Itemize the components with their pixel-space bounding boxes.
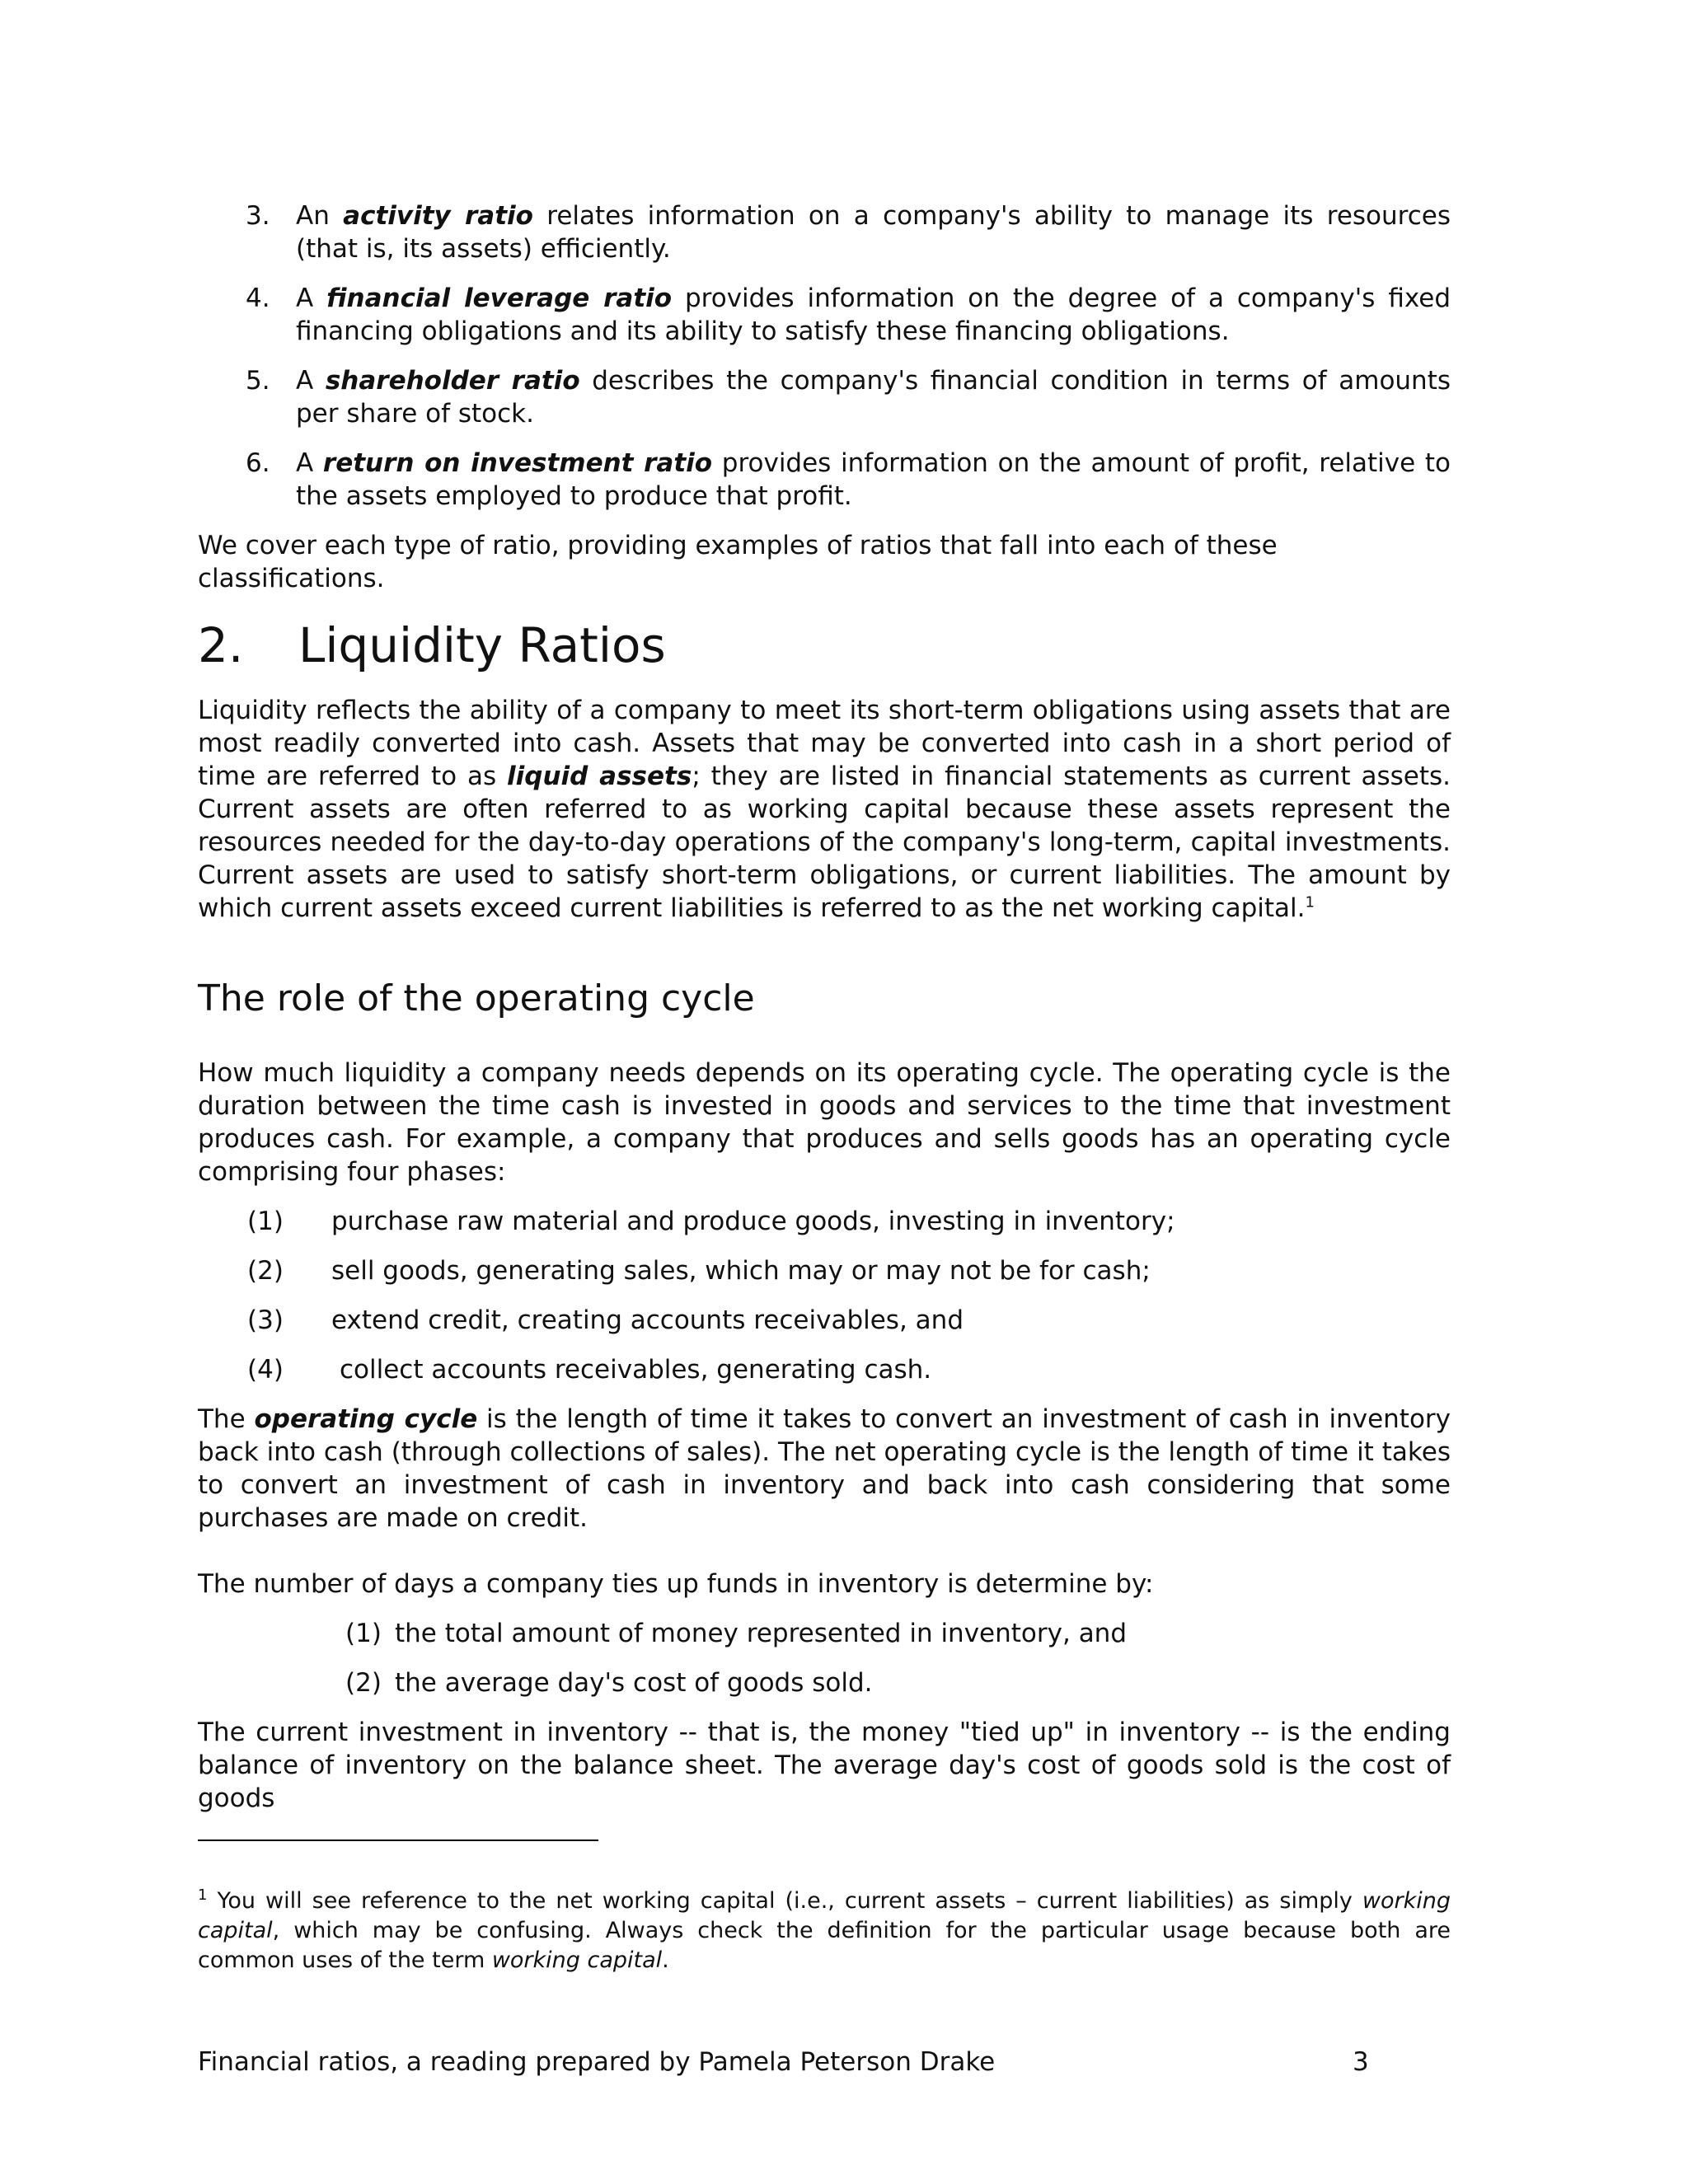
phase-number: (2) bbox=[247, 1256, 284, 1286]
footnote-text: , which may be confusing. Always check the definition for the particular usage because both are common uses of the term bbox=[198, 1918, 1451, 1973]
phase-item: extend credit, creating accounts receivables, and bbox=[331, 1305, 964, 1335]
term-return-on-investment-ratio: return on investment ratio bbox=[322, 448, 713, 478]
list-number: 4. bbox=[246, 284, 270, 313]
term-financial-leverage-ratio: financial leverage ratio bbox=[326, 284, 673, 313]
phase-item: sell goods, generating sales, which may or may not be for cash; bbox=[331, 1256, 1151, 1286]
days-item: the average day's cost of goods sold. bbox=[395, 1668, 873, 1698]
list-text: An bbox=[296, 201, 344, 231]
section-title: Liquidity Ratios bbox=[298, 617, 666, 673]
days-number: (1) bbox=[345, 1619, 382, 1648]
footnote-text: . bbox=[662, 1947, 669, 1973]
footnote-number: 1 bbox=[198, 1886, 208, 1904]
page-footer-text: Financial ratios, a reading prepared by Pamela Peterson Drake bbox=[198, 2047, 996, 2077]
footnote-ref: 1 bbox=[1305, 893, 1315, 912]
term-shareholder-ratio: shareholder ratio bbox=[325, 366, 580, 396]
term-activity-ratio: activity ratio bbox=[343, 201, 533, 231]
list-text: A bbox=[296, 448, 323, 478]
list-number: 3. bbox=[246, 201, 270, 231]
paragraph-text: The bbox=[198, 1404, 255, 1434]
list-text: provides information on the amount of profit, relative to the assets employed to produce that profit. bbox=[296, 448, 1451, 511]
list-text: relates information on a company's ability to manage its resources (that is, its assets) efficiently. bbox=[296, 201, 1451, 264]
footnote-divider bbox=[198, 1840, 598, 1841]
list-item bbox=[296, 199, 1451, 265]
section-heading bbox=[198, 616, 666, 674]
list-number: 6. bbox=[246, 448, 270, 478]
paragraph-cover: We cover each type of ratio, providing examples of ratios that fall into each of these classifications. bbox=[198, 531, 1278, 593]
phase-number: (1) bbox=[247, 1207, 284, 1236]
term-operating-cycle: operating cycle bbox=[254, 1404, 478, 1434]
section-number: 2. bbox=[198, 617, 244, 673]
paragraph-liquidity bbox=[198, 694, 1451, 925]
list-item bbox=[296, 282, 1451, 348]
subheading: The role of the operating cycle bbox=[198, 977, 755, 1019]
days-item: the total amount of money represented in inventory, and bbox=[395, 1619, 1128, 1648]
footnote-italic: working capital bbox=[198, 1888, 1451, 1943]
paragraph-investment: The current investment in inventory -- that is, the money "tied up" in inventory -- is the ending balance of inventory on the balance sheet. The average day's cost of goods sold is the cost of goods bbox=[198, 1718, 1451, 1813]
list-item bbox=[296, 447, 1451, 513]
list-text: A bbox=[296, 284, 327, 313]
list-number: 5. bbox=[246, 366, 270, 396]
list-text: provides information on the degree of a company's fixed financing obligations and its ability to satisfy these financing obligations. bbox=[296, 284, 1451, 346]
phase-item: collect accounts receivables, generating cash. bbox=[340, 1355, 932, 1385]
list-text: describes the company's financial condition in terms of amounts per share of stock. bbox=[296, 366, 1451, 429]
footnote bbox=[198, 1886, 1451, 1975]
phase-item: purchase raw material and produce goods, investing in inventory; bbox=[331, 1207, 1175, 1236]
paragraph-text: ; they are listed in financial statements as current assets. Current assets are often referred to as working capital because these assets represent the resources needed for the day-to-day operations of the company's long-term, capital investments. Current assets are used to satisfy short-term obligations, or current liabilities. The amount by which current assets exceed current liabilities is referred to as the net working capital. bbox=[198, 762, 1451, 923]
term-liquid-assets: liquid assets bbox=[507, 762, 692, 791]
days-number: (2) bbox=[345, 1668, 382, 1698]
list-item bbox=[296, 364, 1451, 430]
list-text: A bbox=[296, 366, 326, 396]
paragraph-operating-cycle bbox=[198, 1403, 1451, 1535]
paragraph-text: is the length of time it takes to convert an investment of cash in inventory back into cash (through collections of sales). The net operating cycle is the length of time it takes to convert an investment of cash in inventory and back into cash considering that some purchases are made on credit. bbox=[198, 1404, 1451, 1533]
footnote-text: You will see reference to the net working capital (i.e., current assets – current liabilities) as simply bbox=[207, 1888, 1362, 1914]
paragraph-text: Liquidity reflects the ability of a company to meet its short-term obligations using assets that are most readily converted into cash. Assets that may be converted into cash in a short period of time are referred to as bbox=[198, 696, 1451, 791]
paragraph-cycle-intro: How much liquidity a company needs depends on its operating cycle. The operating cycle is the duration between the time cash is invested in goods and services to the time that investment produces cash. For example, a company that produces and sells goods has an operating cycle comprising four phases: bbox=[198, 1058, 1451, 1187]
page-number: 3 bbox=[1353, 2047, 1369, 2077]
footnote-italic: working capital bbox=[491, 1947, 663, 1973]
phase-number: (3) bbox=[247, 1305, 284, 1335]
paragraph-days: The number of days a company ties up funds in inventory is determine by: bbox=[198, 1569, 1154, 1599]
phase-number: (4) bbox=[247, 1355, 284, 1385]
